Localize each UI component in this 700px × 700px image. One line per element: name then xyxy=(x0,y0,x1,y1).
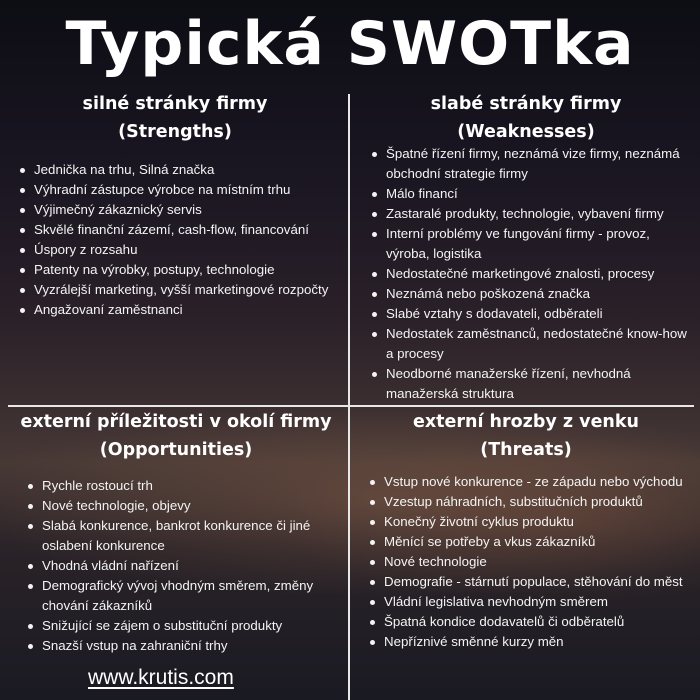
list-item: Vstup nové konkurence - ze západu nebo východu xyxy=(384,472,696,492)
page-title: Typická SWOTka xyxy=(65,9,635,79)
list-item: Angažovaní zaměstnanci xyxy=(34,300,340,320)
list-item: Málo financí xyxy=(386,184,696,204)
threats-quadrant xyxy=(356,408,696,652)
opportunities-quadrant xyxy=(6,408,346,656)
list-item: Konečný životní cyklus produktu xyxy=(384,512,696,532)
strengths-header xyxy=(10,90,340,146)
list-item: Zastaralé produkty, technologie, vybavení firmy xyxy=(386,204,696,224)
list-item: Slabé vztahy s dodavateli, odběrateli xyxy=(386,304,696,324)
weaknesses-subheading: (Weaknesses) xyxy=(457,122,595,142)
list-item: Měnící se potřeby a vkus zákazníků xyxy=(384,532,696,552)
opportunities-list xyxy=(6,476,346,656)
website-link[interactable]: www.krutis.com xyxy=(88,666,234,689)
vertical-divider xyxy=(348,94,350,700)
list-item: Nové technologie, objevy xyxy=(42,496,346,516)
strengths-heading: silné stránky firmy xyxy=(82,94,268,114)
strengths-list xyxy=(10,160,340,320)
threats-subheading: (Threats) xyxy=(480,440,572,460)
list-item: Demografie - stárnutí populace, stěhování do měst xyxy=(384,572,696,592)
list-item: Jednička na trhu, Silná značka xyxy=(34,160,340,180)
list-item: Vhodná vládní nařízení xyxy=(42,556,346,576)
strengths-quadrant xyxy=(10,90,340,320)
list-item: Slabá konkurence, bankrot konkurence či jiné oslabení konkurence xyxy=(42,516,346,556)
weaknesses-quadrant xyxy=(356,90,696,404)
list-item: Snižující se zájem o substituční produkty xyxy=(42,616,346,636)
weaknesses-list xyxy=(356,144,696,404)
list-item: Vládní legislativa nevhodným směrem xyxy=(384,592,696,612)
list-item: Interní problémy ve fungování firmy - provoz, výroba, logistika xyxy=(386,224,696,264)
threats-header xyxy=(356,408,696,464)
list-item: Špatné řízení firmy, neznámá vize firmy, neznámá obchodní strategie firmy xyxy=(386,144,696,184)
list-item: Patenty na výrobky, postupy, technologie xyxy=(34,260,340,280)
list-item: Nové technologie xyxy=(384,552,696,572)
list-item: Špatná kondice dodavatelů či odběratelů xyxy=(384,612,696,632)
horizontal-divider xyxy=(8,405,694,407)
list-item: Nedostatečné marketingové znalosti, procesy xyxy=(386,264,696,284)
list-item: Vzestup náhradních, substitučních produktů xyxy=(384,492,696,512)
list-item: Výhradní zástupce výrobce na místním trhu xyxy=(34,180,340,200)
list-item: Neznámá nebo poškozená značka xyxy=(386,284,696,304)
list-item: Úspory z rozsahu xyxy=(34,240,340,260)
opportunities-subheading: (Opportunities) xyxy=(99,440,253,460)
list-item: Neodborné manažerské řízení, nevhodná manažerská struktura xyxy=(386,364,696,404)
opportunities-heading: externí příležitosti v okolí firmy xyxy=(20,412,332,432)
threats-list xyxy=(356,472,696,652)
list-item: Snazší vstup na zahraniční trhy xyxy=(42,636,346,656)
list-item: Nepříznivé směnné kurzy měn xyxy=(384,632,696,652)
list-item: Rychle rostoucí trh xyxy=(42,476,346,496)
weaknesses-header xyxy=(356,90,696,146)
threats-heading: externí hrozby z venku xyxy=(412,412,639,432)
list-item: Demografický vývoj vhodným směrem, změny chování zákazníků xyxy=(42,576,346,616)
opportunities-header xyxy=(6,408,346,464)
strengths-subheading: (Strengths) xyxy=(118,122,232,142)
list-item: Vyzrálejší marketing, vyšší marketingové rozpočty xyxy=(34,280,340,300)
list-item: Skvělé finanční zázemí, cash-flow, financování xyxy=(34,220,340,240)
weaknesses-heading: slabé stránky firmy xyxy=(430,94,622,114)
list-item: Nedostatek zaměstnanců, nedostatečné know-how a procesy xyxy=(386,324,696,364)
list-item: Výjimečný zákaznický servis xyxy=(34,200,340,220)
